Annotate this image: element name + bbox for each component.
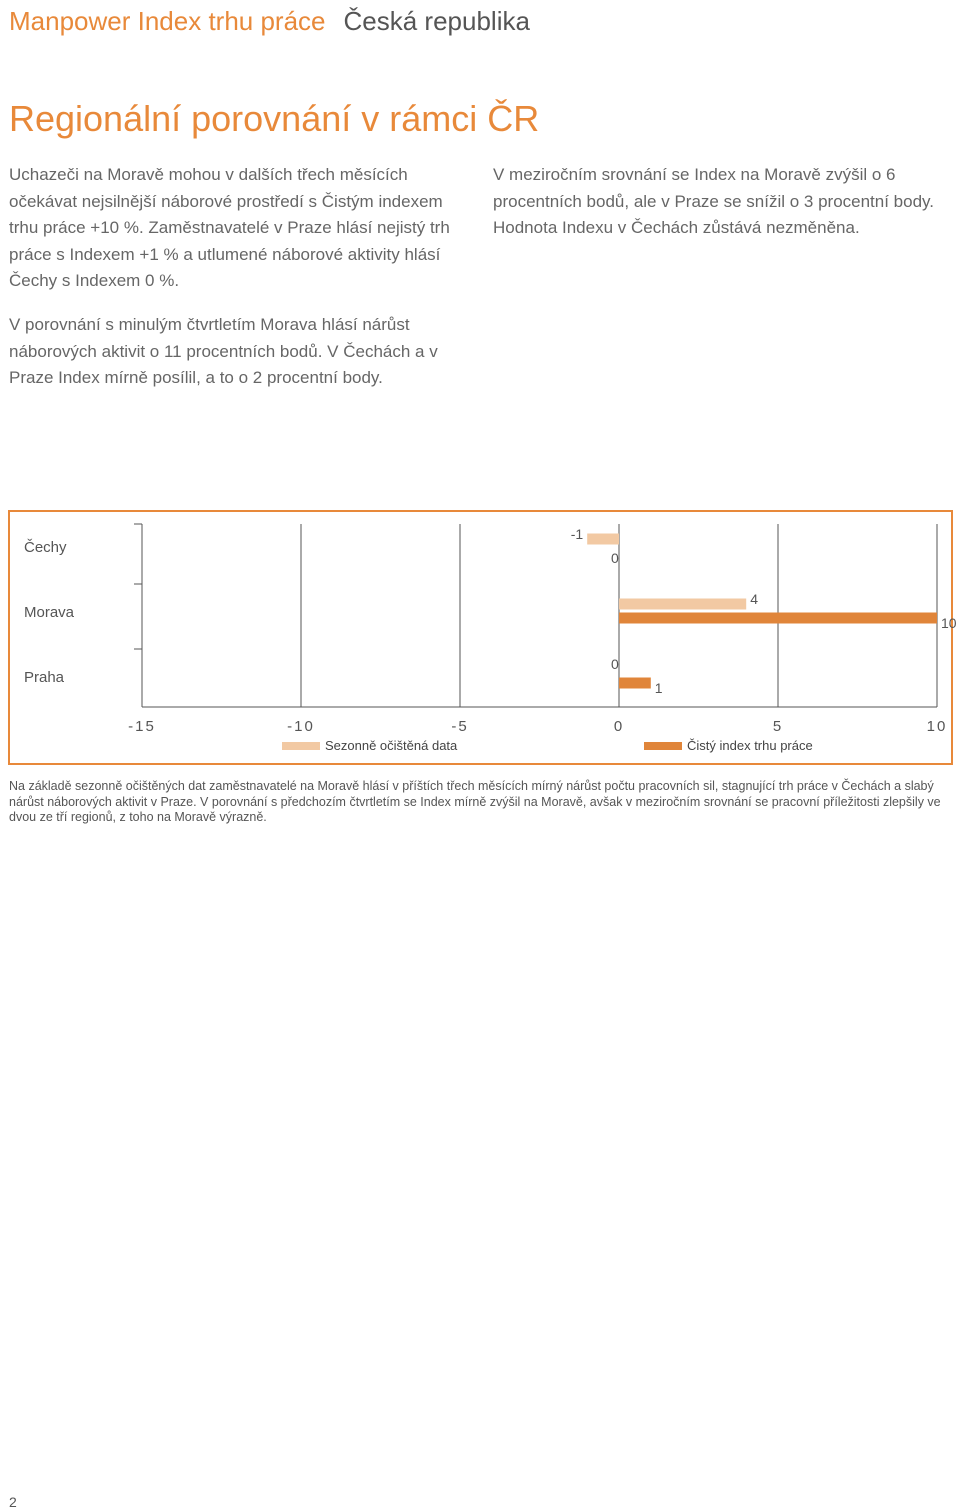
page-header [9, 6, 530, 37]
page-number: 2 [9, 1494, 17, 1510]
legend-swatch-0 [282, 742, 320, 750]
x-tick-label: 5 [772, 718, 784, 735]
data-label: 0 [611, 550, 619, 566]
x-tick-label: -15 [128, 718, 156, 735]
x-tick-label: 0 [613, 718, 625, 735]
bar-net-2 [619, 678, 651, 689]
x-tick-label: -5 [451, 718, 469, 735]
intro-paragraph: Uchazeči na Moravě mohou v dalších třech měsících očekávat nejsilnější náborové prostředí s Čistým indexem trhu práce +10 %. Zaměstnavatelé v Praze hlásí nejistý trh práce s Indexem +1 % a utlumené náborové aktivity hlásí Čechy s Indexem 0 %. [9, 165, 450, 290]
regional-chart [8, 510, 957, 765]
category-label: Čechy [24, 539, 67, 556]
chart-footnote: Na základě sezonně očištěných dat zaměstnavatelé na Moravě hlásí v příštích třech měsících mírný nárůst počtu pracovních sil, stagnující trh práce v Čechách a slabý nárůst náborových aktivit v Praze. V porovnání s předchozím čtvrtletím se Index mírně zvýšil na Moravě, avšak v meziročním srovnání se pracovní příležitosti zlepšily ve dvou ze tří regionů, z toho na Moravě výrazně. [9, 779, 941, 824]
yoy-paragraph: V meziročním srovnání se Index na Moravě zvýšil o 6 procentních bodů, ale v Praze se snížil o 3 procentní body. Hodnota Indexu v Čechách zůstává nezměněna. [493, 165, 935, 237]
chart-svg [10, 512, 955, 767]
legend-label-0: Sezonně očištěná data [325, 738, 458, 753]
data-label: 4 [750, 591, 758, 607]
x-tick-label: 10 [926, 718, 948, 735]
data-label: 10 [941, 615, 957, 631]
data-label: -1 [570, 526, 584, 542]
category-label: Praha [24, 669, 65, 686]
legend-label-1: Čistý index trhu práce [687, 738, 813, 753]
category-label: Morava [24, 604, 75, 621]
bar-seasonal-1 [619, 599, 746, 610]
qoq-paragraph: V porovnání s minulým čtvrtletím Morava hlásí nárůst náborových aktivit o 11 procentních bodů. V Čechách a v Praze Index mírně posílil, a to o 2 procentní body. [9, 315, 438, 387]
data-label: 0 [611, 656, 619, 672]
bar-seasonal-0 [587, 534, 619, 545]
legend-swatch-1 [644, 742, 682, 750]
bar-net-1 [619, 613, 937, 624]
header-brand: Manpower Index trhu práce [9, 6, 326, 36]
x-tick-label: -10 [287, 718, 315, 735]
data-label: 1 [654, 680, 663, 696]
page-title: Regionální porovnání v rámci ČR [9, 98, 540, 139]
header-country: Česká republika [343, 6, 530, 36]
